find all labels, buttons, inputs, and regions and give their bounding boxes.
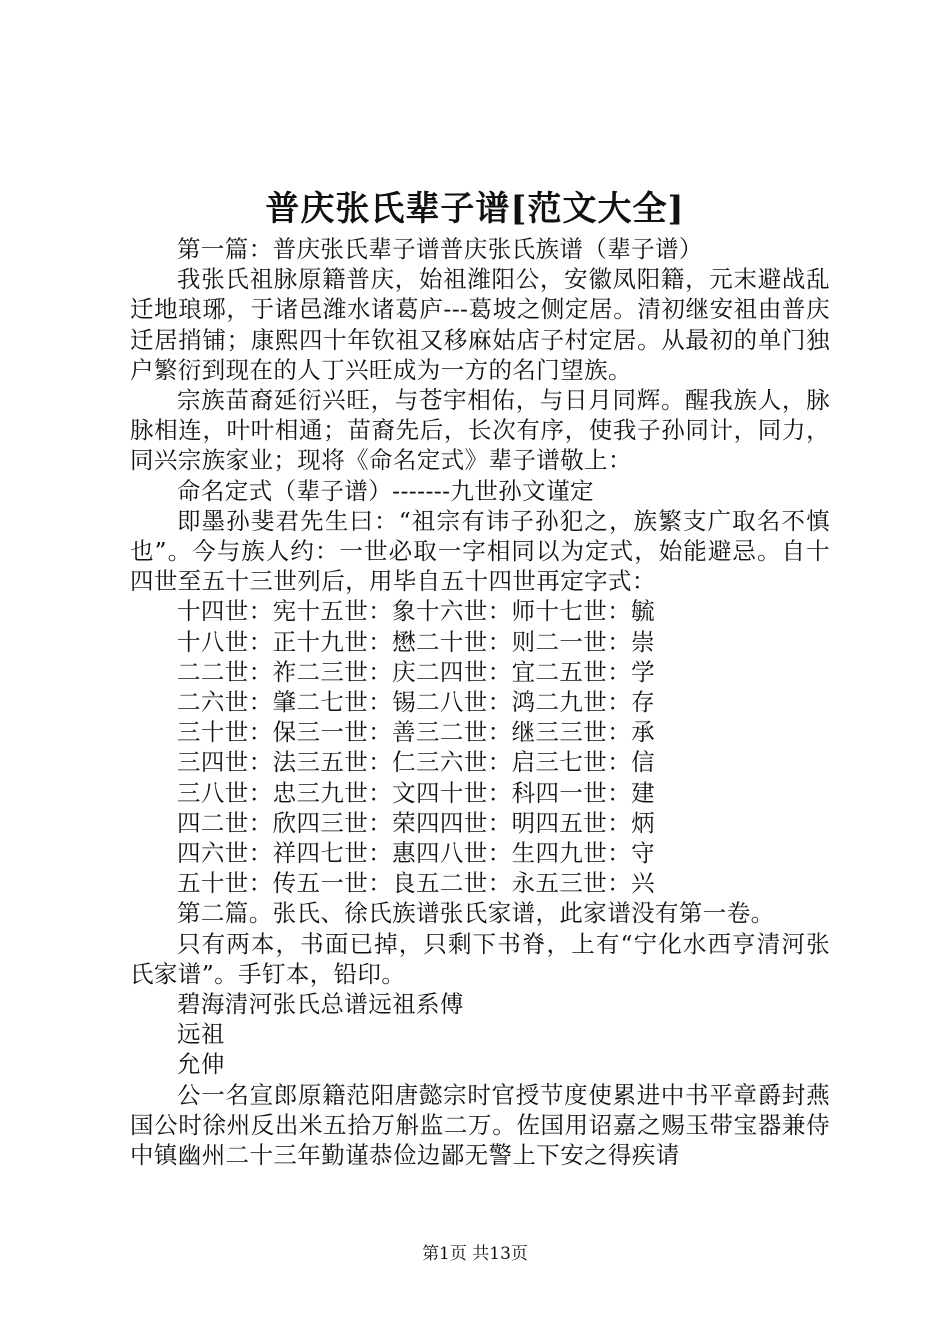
- paragraph-naming-rule: 即墨孙斐君先生曰：“祖宗有讳子孙犯之，族繁支广取名不慎也”。今与族人约：一世必取一字相同以为定式，始能避忌。自十四世至五十三世列后，用毕自五十四世再定字式：: [130, 506, 830, 596]
- generation-row: 十八世：正十九世：懋二十世：则二一世：崇: [177, 627, 655, 656]
- paragraph-clan-prosperity: 宗族苗裔延衍兴旺，与苍宇相佑，与日月同辉。醒我族人，脉脉相连，叶叶相通；苗裔先后，长次有序，使我子孙同计，同力，同兴宗族家业；现将《命名定式》辈子谱敬上：: [130, 386, 830, 475]
- generation-row: 二二世：祚二三世：庆二四世：宜二五世：学: [177, 657, 655, 686]
- paragraph-ancestor-biography: 公一名宣郎原籍范阳唐懿宗时官授节度使累进中书平章爵封燕国公时徐州反出米五拾万斛监二万。佐国用诏嘉之赐玉带宝器兼侍中镇幽州二十三年勤谨恭俭边鄙无警上下安之得疾请: [130, 1080, 830, 1170]
- generation-table: [130, 596, 830, 898]
- paragraph-distant-ancestor: 远祖: [177, 1020, 225, 1049]
- paragraph-ancestor-name: 允伸: [177, 1050, 225, 1079]
- paragraph-ancestry: 我张氏祖脉原籍普庆，始祖潍阳公，安徽凤阳籍，元末避战乱迁地琅琊，于诸邑潍水诸葛庐---葛坡之侧定居。清初继安祖由普庆迁居捎铺；康熙四十年钦祖又移麻姑店子村定居。从最初的单门独户繁衍到现在的人丁兴旺成为一方的名门望族。: [130, 265, 830, 384]
- generation-row: 三八世：忠三九世：文四十世：科四一世：建: [177, 778, 655, 807]
- paragraph-genealogy-heading: 碧海清河张氏总谱远祖系傅: [177, 990, 464, 1019]
- paragraph-naming-scheme-heading: 命名定式（辈子谱）-------九世孙文谨定: [177, 476, 594, 505]
- generation-row: 三十世：保三一世：善三二世：继三三世：承: [177, 718, 655, 747]
- page-number-footer: 第1页 共13页: [422, 1244, 528, 1264]
- paragraph-book-description: 只有两本，书面已掉，只剩下书脊，上有“宁化水西亨清河张氏家谱”。手钉本，铅印。: [130, 929, 830, 988]
- generation-row: 二六世：肇二七世：锡二八世：鸿二九世：存: [177, 688, 655, 717]
- generation-row: 四六世：祥四七世：惠四八世：生四九世：守: [177, 839, 655, 868]
- generation-row: 五十世：传五一世：良五二世：永五三世：兴: [177, 869, 655, 898]
- generation-row: 四二世：欣四三世：荣四四世：明四五世：炳: [177, 808, 655, 837]
- paragraph-chapter-one-heading: 第一篇：普庆张氏辈子谱普庆张氏族谱（辈子谱）: [177, 235, 703, 263]
- document-body: [130, 234, 830, 1170]
- generation-row: 十四世：宪十五世：象十六世：师十七世：毓: [177, 597, 655, 626]
- paragraph-chapter-two-heading: 第二篇。张氏、徐氏族谱张氏家谱，此家谱没有第一卷。: [177, 899, 775, 928]
- document-title: 普庆张氏辈子谱[范文大全]: [265, 189, 685, 229]
- generation-row: 三四世：法三五世：仁三六世：启三七世：信: [177, 748, 655, 777]
